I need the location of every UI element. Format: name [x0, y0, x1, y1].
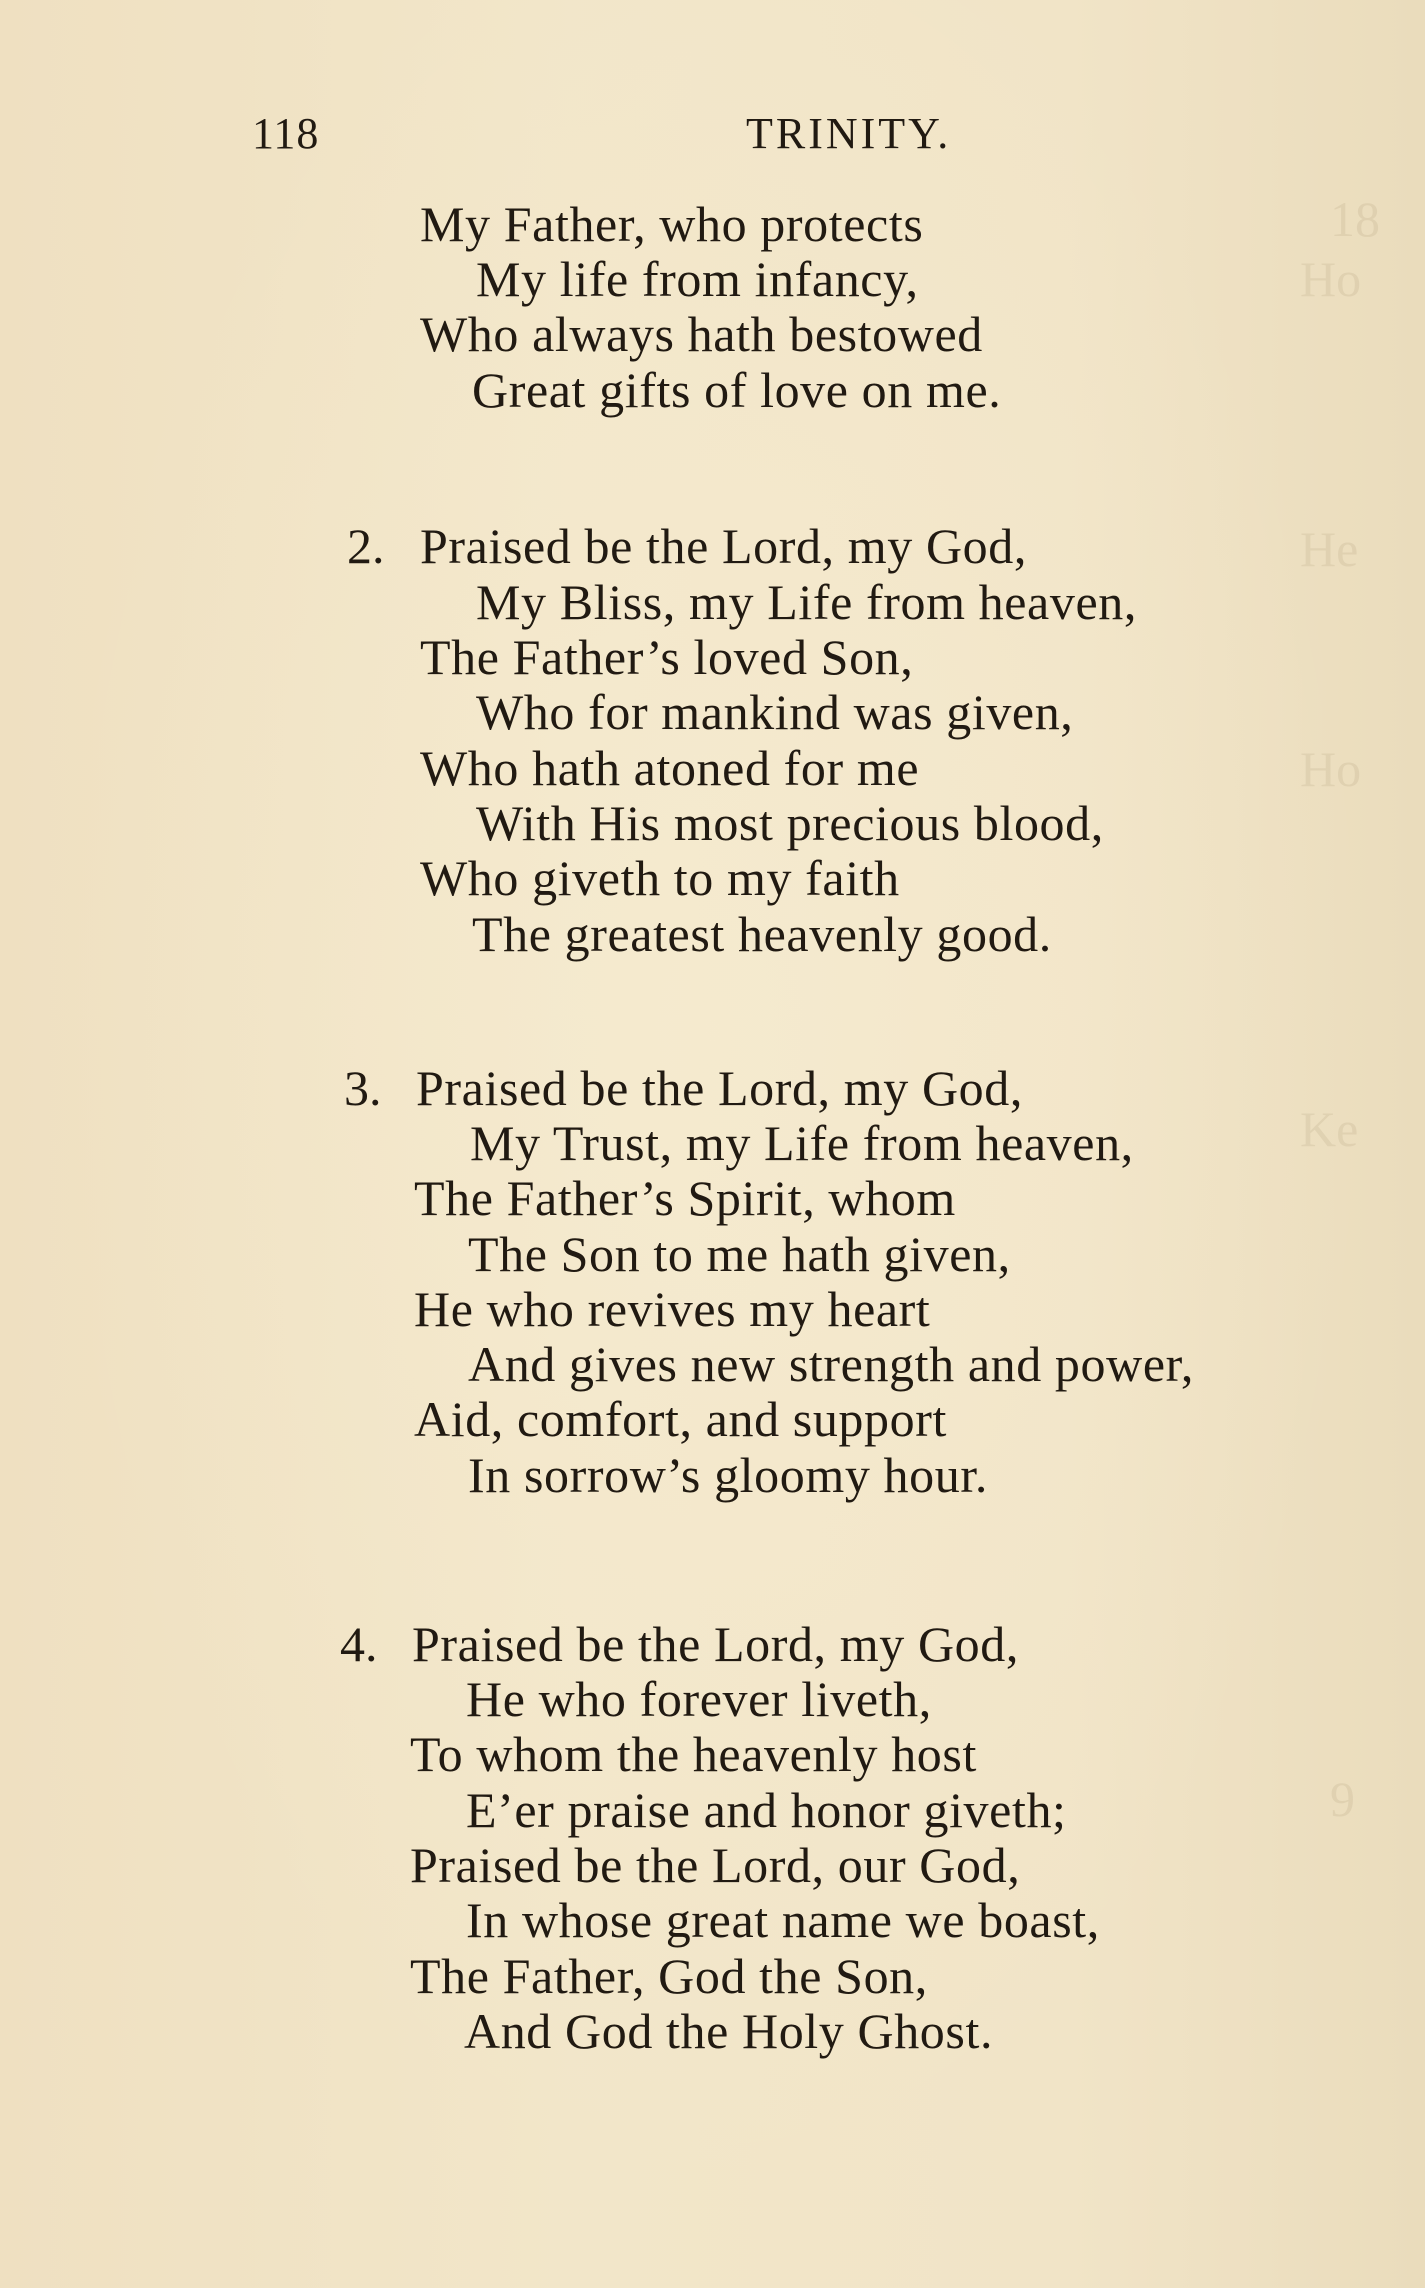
verse-line: Praised be the Lord, my God,	[412, 1616, 1019, 1672]
verse-line: Who giveth to my faith	[420, 850, 900, 906]
verse-line: Praised be the Lord, my God,	[420, 518, 1027, 574]
verse-line: The Son to me hath given,	[468, 1226, 1011, 1282]
show-through-text: Ho	[1300, 251, 1362, 307]
verse-line: Who always hath bestowed	[420, 306, 983, 362]
verse-line: Praised be the Lord, my God,	[416, 1060, 1023, 1116]
verse-line: My Bliss, my Life from heaven,	[476, 574, 1137, 630]
section-title: TRINITY.	[746, 109, 952, 158]
verse-line: The Father’s Spirit, whom	[414, 1170, 956, 1226]
page-number: 118	[252, 109, 320, 158]
verse-line: My life from infancy,	[476, 251, 919, 307]
verse-line: The Father’s loved Son,	[420, 629, 914, 685]
verse-line: E’er praise and honor giveth;	[466, 1782, 1067, 1838]
show-through-text: Ke	[1300, 1101, 1359, 1157]
stanza-number: 4.	[340, 1616, 378, 1672]
verse-line: To whom the heavenly host	[410, 1726, 977, 1782]
verse-line: The greatest heavenly good.	[472, 906, 1052, 962]
verse-line: With His most precious blood,	[476, 795, 1104, 851]
verse-line: And God the Holy Ghost.	[464, 2003, 994, 2059]
verse-line: My Father, who protects	[420, 196, 924, 252]
verse-line: Aid, comfort, and support	[414, 1391, 947, 1447]
stanza-number: 2.	[347, 518, 385, 574]
verse-line: Great gifts of love on me.	[472, 362, 1002, 418]
verse-line: Who hath atoned for me	[420, 740, 920, 796]
verse-line: Praised be the Lord, our God,	[410, 1837, 1021, 1893]
verse-line: In sorrow’s gloomy hour.	[468, 1447, 988, 1503]
verse-line: He who revives my heart	[414, 1281, 931, 1337]
verse-line: My Trust, my Life from heaven,	[470, 1115, 1134, 1171]
verse-line: He who forever liveth,	[466, 1671, 932, 1727]
show-through-text: 9	[1330, 1771, 1355, 1827]
show-through-text: He	[1300, 521, 1359, 577]
verse-line: In whose great name we boast,	[466, 1892, 1100, 1948]
stanza-number: 3.	[344, 1060, 382, 1116]
running-head	[0, 108, 1425, 168]
verse-line: The Father, God the Son,	[410, 1948, 928, 2004]
verse-line: Who for mankind was given,	[476, 684, 1074, 740]
verse-line: And gives new strength and power,	[468, 1336, 1194, 1392]
show-through-text: 18	[1330, 191, 1380, 247]
show-through-text: Ho	[1300, 741, 1362, 797]
